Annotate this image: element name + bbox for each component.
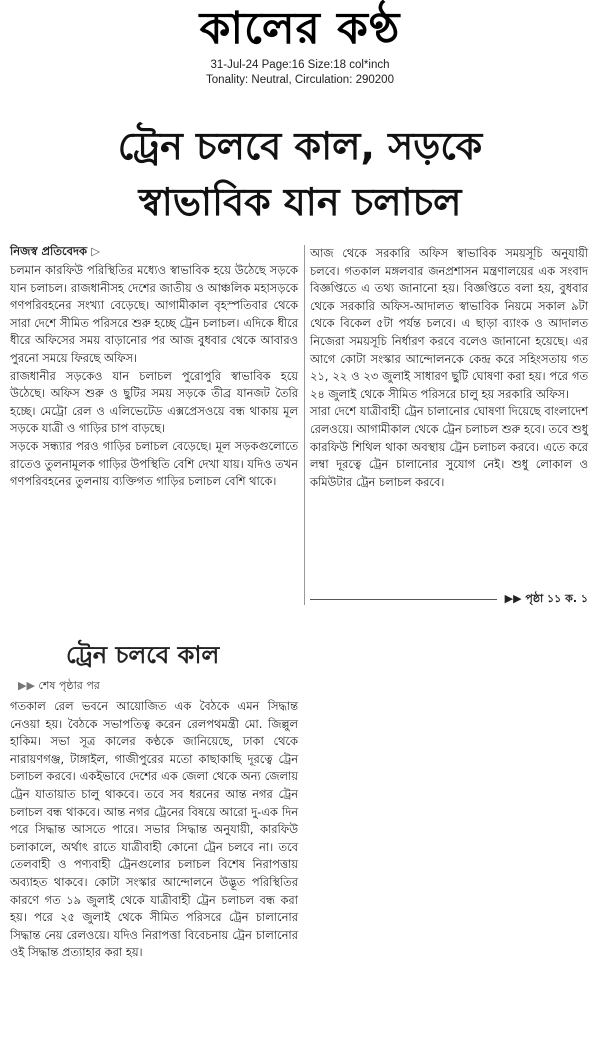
clipping-meta-date-page: 31-Jul-24 Page:16 Size:18 col*inch [210,59,390,71]
paragraph: চলমান কারফিউ পরিস্থিতির মধ্যেও স্বাভাবিক হয়ে উঠেছে সড়কে যান চলাচল। রাজধানীসহ দেশের জাতীয় ও আঞ্চলিক মহাসড়কে গণপরিবহনের সংখ্যা বেড়েছে। আগামীকাল বৃহস্পতিবার থেকে সারা দেশে সীমিত পরিসরে শুরু হচ্ছে ট্রেন চলাচল। এদিকে ধীরে ধীরে অফিসের সময় বাড়ানোর পর আজ বুধবার থেকে আবারও পুরনো সময়ে ফিরছে অফিস। [10,263,298,365]
continuation-headline: ট্রেন চলবে কাল [66,641,220,669]
article-column-left [10,262,298,491]
byline-arrow-icon: ▷ [91,244,100,258]
byline-text: নিজস্ব প্রতিবেদক [10,244,88,258]
continued-from-label [18,677,100,696]
jump-text: ▶▶ পৃষ্ঠা ১১ ক. ১ [504,591,588,605]
continuation-body [10,698,298,962]
paragraph: রাজধানীর সড়কেও যান চলাচল পুরোপুরি স্বাভাবিক হয়ে উঠেছে। অফিস শুরু ও ছুটির সময় সড়কে তীব্র যানজট তৈরি হচ্ছে। মেট্রো রেল ও এলিভেটেড এক্সপ্রেসওয়ে বন্ধ থাকায় মূল সড়কে যাত্রী ও গাড়ির চাপ বাড়ছে। [10,368,298,436]
clipping-meta-tonality: Tonality: Neutral, Circulation: 290200 [206,74,394,86]
byline [10,243,100,262]
continued-on-page [310,591,588,607]
headline-line-1: ট্রেন চলবে কাল, সড়কে [117,124,483,168]
double-arrow-icon: ▶▶ [18,679,35,692]
jump-rule [310,599,497,600]
masthead [0,0,600,88]
article-column-right [310,245,588,491]
paragraph: গতকাল রেল ভবনে আয়োজিত এক বৈঠকে এমন সিদ্ধান্ত নেওয়া হয়। বৈঠকে সভাপতিত্ব করেন রেলপথমন্ত্রী মো. জিল্লুল হাকিম। সভা সূত্র কালের কণ্ঠকে জানিয়েছে, ঢাকা থেকে নারায়ণগঞ্জ, টাঙ্গাইল, গাজীপুরের মতো কাছাকাছি দূরত্বে ট্রেন চলাচল করবে। একইভাবে দেশের এক জেলা থেকে অন্য জেলায় ট্রেন যাতায়াত চালু থাকবে। তবে সব ধরনের আন্ত নগর ট্রেন চলাচল বন্ধ থাকবে। আন্ত নগর ট্রেনের বিষয়ে আরো দু-এক দিন পরে সিদ্ধান্ত আসতে পারে। সভার সিদ্ধান্ত অনুযায়ী, কারফিউ চলাকালে, অর্থাৎ রাতে যাত্রীবাহী কোনো ট্রেন চলবে না। তবে তেলবাহী ও পণ্যবাহী ট্রেনগুলোর চলাচল বিশেষ নিরাপত্তায় অব্যাহত থাকবে। কোটা সংস্কার আন্দোলনে উদ্ভূত পরিস্থিতির কারণে গত ১৯ জুলাই থেকে যাত্রীবাহী ট্রেন চলাচল বন্ধ করা হয়। পরে ২৫ জুলাই থেকে সীমিত পরিসরে ট্রেন চালানোর সিদ্ধান্ত নেয় রেলওয়ে। যদিও নিরাপত্তা বিবেচনায় ট্রেন চালানোর ওই সিদ্ধান্ত প্রত্যাহার করা হয়। [10,699,298,960]
paragraph: আজ থেকে সরকারি অফিস স্বাভাবিক সময়সূচি অনুযায়ী চলবে। গতকাল মঙ্গলবার জনপ্রশাসন মন্ত্রণালয়ের এক সংবাদ বিজ্ঞপ্তিতে এ তথ্য জানানো হয়। বিজ্ঞপ্তিতে বলা হয়, বুধবার থেকে সরকারি অফিস-আদালত স্বাভাবিক নিয়মে সকাল ৯টা থেকে বিকেল ৫টা পর্যন্ত চলবে। এ ছাড়া ব্যাংক ও আদালত নিজেরা সময়সূচি নির্ধারণ করবে বলেও জানানো হয়েছে। এর আগে কোটা সংস্কার আন্দোলনকে কেন্দ্র করে সহিংসতায় গত ২১, ২২ ও ২৩ জুলাই সাধারণ ছুটি ঘোষণা করা হয়। পরে গত ২৪ জুলাই থেকে সীমিত পরিসরে চালু হয় সরকারি অফিস। [310,246,588,401]
continued-from-text: শেষ পৃষ্ঠার পর [38,679,100,692]
headline-line-2: স্বাভাবিক যান চলাচল [138,180,462,224]
paragraph: সারা দেশে যাত্রীবাহী ট্রেন চালানোর ঘোষণা দিয়েছে বাংলাদেশ রেলওয়ে। আগামীকাল থেকে ট্রেন চলাচল শুরু হবে। তবে শুধু কারফিউ শিথিল থাকা অবস্থায় ট্রেন চলাচল করবে। এতে করে লম্বা দূরত্বে ট্রেন চালানোর সুযোগ নেই। শুধু লোকাল ও কমিউটার ট্রেন চলাচল করবে। [310,404,588,489]
article-headline [0,118,600,230]
paragraph: সড়কে সন্ধ্যার পরও গাড়ির চলাচল বেড়েছে। মূল সড়কগুলোতে রাতেও তুলনামূলক গাড়ির উপস্থিতি বেশি দেখা যায়। যদিও তখন গণপরিবহনের তুলনায় ব্যক্তিগত গাড়ির চলাচল বেশি থাকে। [10,438,298,489]
column-divider [304,245,305,605]
newspaper-logo: কালের কণ্ঠ [199,3,401,54]
